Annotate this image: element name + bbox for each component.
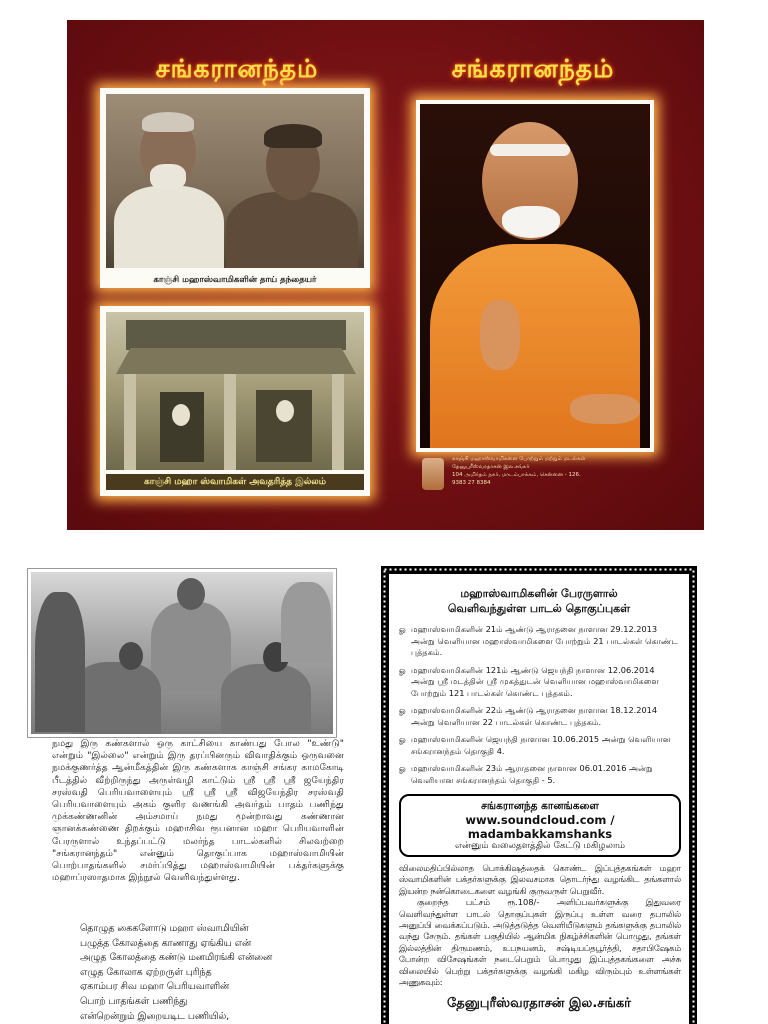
verse-block — [80, 922, 272, 1024]
om-icon: ௐ — [399, 706, 407, 715]
donation-text — [399, 863, 681, 988]
verse-line: அழுத கோலத்தை கண்டு மனமிரங்கி என்னை — [80, 952, 273, 964]
cover-footer-line: 104 அமிர்தம் நகர், மாடம்பாக்கம், சென்னை - 126. — [452, 472, 581, 478]
list-item-text: மஹாஸ்வாமிகளின் 22ம் ஆண்டு ஆராதனை நாளான 18.12.2014 அன்று வெளியான 22 பாடல்கள் கொண்ட புத்தகம். — [411, 705, 658, 727]
swami-portrait — [416, 100, 654, 452]
om-icon: ௐ — [399, 764, 407, 773]
verse-line: தொழுத கைகளோடு மஹா ஸ்வாமியின் — [80, 923, 249, 934]
list-item — [399, 734, 681, 757]
birth-house-photo — [100, 306, 370, 496]
om-icon: ௐ — [399, 625, 407, 634]
swami-portrait-image — [420, 104, 650, 448]
soundcloud-title: சங்கரானந்த கானங்களை — [481, 800, 599, 812]
book-cover — [67, 20, 704, 530]
birth-house-image — [106, 312, 364, 470]
notice-content — [389, 574, 689, 1024]
list-item-text: மஹாஸ்வாமிகளின் 121ம் ஆண்டு ஜெயந்தி நாளான 12.06.2014 அன்று ஸ்ரீ மடத்தின் ஸ்ரீ முகத்துடன் வெளியான மஹாஸ்வாமிகளை போற்றும் 121 பாடல்கள் கொண்ட புத்தகம். — [411, 664, 659, 698]
publications-notice — [381, 566, 697, 1024]
cover-footer-line: காஞ்சி மஹாஸ்வாமிகளை போற்றும் மற்றும் மடல்கள் — [452, 456, 586, 462]
om-icon: ௐ — [399, 735, 407, 744]
verse-line: பொற் பாதங்கள் பணிந்து — [80, 995, 188, 1007]
verse-line: பழுத்த கோலத்தை காணாது ஏங்கிய என் — [80, 937, 252, 949]
parents-caption: காஞ்சி மஹாஸ்வாமிகளின் தாய் தந்தையர் — [153, 275, 317, 285]
cover-footer — [422, 456, 662, 496]
donation-paragraph: குறைந்த பட்சம் ரூ.108/- அளிப்பவர்களுக்கு இதுவரை வெளிவந்துள்ள பாடல் தொகுப்புகள் இருப்பு உள்ள வரை தபாலில் அனுப்பி வைக்கப்படும். அடுத்தடுத்த வெளியீடுகளும் தங்களுக்கு தபாலில் வந்து சேரும். தங்கள் பகுதியில் ஆன்மிக நிகழ்ச்சிகளின் பொழுது, தங்கள் இல்லத்தின் திருமணம், உபநயனம், சஷ்டியப்தபூர்த்தி, சதாபிஷேகம் போன்ற விசேஷங்கள் நடைபெறும் பொழுது இப்புத்தகங்களை அச்சு விலையில் பெற்று பக்தர்களுக்கு வழங்கி மகிழ விரும்பும் உள்ளங்கள் அணுகவும்: — [399, 897, 681, 988]
verse-line: ஏகாம்பர சிவ மஹா பெரியவாளின் — [80, 981, 230, 993]
soundcloud-subtitle: என்னும் வலைதளத்தில் கேட்டு மகிழலாம் — [455, 841, 625, 851]
soundcloud-box — [399, 794, 681, 857]
author-thumbnail — [422, 458, 444, 490]
list-item — [399, 705, 681, 728]
verse-line: எழுத கோலாக ஏற்றருள் புரிந்த — [80, 966, 212, 978]
introduction-paragraph — [52, 738, 344, 884]
list-item — [399, 763, 681, 786]
notice-heading-line: வெளிவந்துள்ள பாடல் தொகுப்புகள் — [447, 602, 631, 615]
cover-title-right: சங்கரானந்தம் — [451, 54, 615, 83]
notice-heading — [389, 586, 689, 616]
ceremony-photo — [27, 568, 337, 738]
verse-line: என்றென்றும் இறையடிட பணியில், — [80, 1010, 230, 1022]
parents-photo — [100, 88, 370, 288]
soundcloud-url[interactable]: www.soundcloud.com / madambakkamshanks — [465, 813, 615, 841]
list-item-text: மஹாஸ்வாமிகளின் 21ம் ஆண்டு ஆராதனை நாளான 29.12.2013 அன்று வெளியான மஹாஸ்வாமிகளை போற்றும் 21 பாடல்கள் கொண்ட புத்தகம். — [411, 624, 678, 657]
cover-footer-line: தேனுபுரீஸ்வரதாசன் இல.சங்கர் — [452, 464, 530, 470]
donation-paragraph: விலைமதிப்பில்லாத பொக்கிஷத்தைக் கொண்ட இப்புத்தகங்கள் மஹா ஸ்வாமிகளின் பக்தர்களுக்கு இலவசமாக தொடர்ந்து வழங்கிட தங்களால் இயன்ற நன்கொடைகளை வழங்கி குருவருள் பெறுவீர். — [399, 863, 681, 896]
cover-footer-line: 9383 27 8384 — [452, 480, 491, 486]
om-icon: ௐ — [399, 665, 407, 675]
publication-list — [399, 624, 681, 786]
notice-heading-line: மஹாஸ்வாமிகளின் பேரருளால் — [460, 587, 618, 600]
ceremony-photo-image — [31, 572, 333, 734]
author-signature: தேனுபுரீஸ்வரதாசன் இல.சங்கர் — [447, 996, 631, 1012]
cover-title-left: சங்கரானந்தம் — [155, 54, 319, 83]
list-item-text: மஹாஸ்வாமிகளின் 23ம் ஆராதனை நாளான 06.01.2016 அன்று வெளியான சங்கரானந்தம் தொகுதி - 5. — [411, 763, 653, 785]
birth-house-caption: காஞ்சி மஹா ஸ்வாமிகள் அவதரித்த இல்லம் — [106, 474, 364, 490]
introduction-text: நமது இரு கண்களால் ஒரு காட்சியை காண்பது போல "உண்டு" என்றும் "இல்லை" என்றும் இரு தரப்பினரும் விவாதிக்கும் ஒருவனை நமக்குணர்த்த ஆன்மீகத்தின் இரு கண்களாக காஞ்சி சங்கர காமகோடி பீடத்தில் வீற்றிருந்து அருள்வழி காட்டும் ஸ்ரீ ஸ்ரீ ஸ்ரீ ஜயேந்திர சரஸ்வதி பெரியவாளையும் ஸ்ரீ ஸ்ரீ ஸ்ரீ விஜயேந்திர சரஸ்வதி பெரியவாளையும் அகம் குளிர வணங்கி அவர்தம் பாதம் பணிந்து முக்கண்ணனின் அம்சமாய் நமது மூன்றாவது கண்ணான ஞானக்கண்ணை திறக்கும் மஹாசிவ ரூபனான மஹா பெரியவாளின் பேரருளால் உந்தப்பட்டு மலர்ந்த பாடல்களில் சிலவற்றை "சங்கரானந்தம்" என்னும் தொகுப்பாக மஹாஸ்வாமியின் பொற்பாதங்களில் சமர்ப்பித்து மஹாஸ்வாமியின் பக்தர்களுக்கு மஹாப்ரஸாதமாக இந்நூல் வெளிவந்துள்ளது. — [52, 738, 344, 884]
list-item — [399, 624, 681, 659]
list-item-text: மஹாஸ்வாமிகளின் ஜெயந்தி நாளான 10.06.2015 அன்று வெளியான சங்கரானந்தம் தொகுதி 4. — [411, 734, 671, 756]
parents-photo-image — [106, 94, 364, 268]
list-item — [399, 665, 681, 700]
